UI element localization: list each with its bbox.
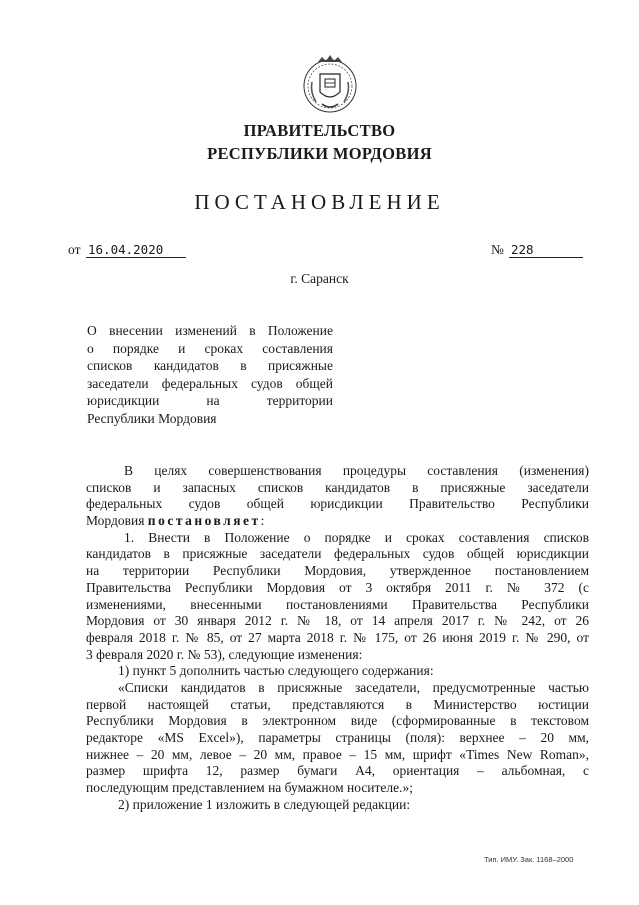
document-body [86, 463, 589, 813]
subject-line: о порядке и сроках составления [87, 340, 333, 356]
body-line: нижнее – 20 мм, левое – 20 мм, правое – 15 мм, шрифт «Times New Roman», [86, 746, 589, 762]
city-name: г. Саранск [290, 271, 349, 286]
body-line: февраля 2018 г. № 85, от 27 марта 2018 г. № 175, от 26 июня 2019 г. № 290, от [86, 629, 589, 645]
body-line: списков и запасных списков кандидатов в присяжные заседатели [86, 479, 589, 495]
body-line: В целях совершенствования процедуры составления (изменения) [124, 463, 589, 478]
body-line: 1. Внести в Положение о порядке и сроках составления списков [124, 529, 589, 545]
document-date: 16.04.2020 [86, 242, 186, 258]
subject-line: О внесении изменений в Положение [87, 323, 333, 338]
body-line: «Списки кандидатов в присяжные заседатели, предусмотренные частью [118, 679, 589, 695]
document-number: 228 [509, 242, 583, 258]
body-line: 1) пункт 5 дополнить частью следующего содержания: [118, 663, 434, 679]
body-text: : [260, 513, 265, 529]
body-line: изменениями, внесенными постановлениями Правительства Республики [86, 596, 589, 612]
body-line: федеральных судов общей юрисдикции Правительство Республики [86, 496, 589, 512]
body-line: Правительства Республики Мордовия от 3 октября 2011 г. № 372 (с [86, 579, 589, 595]
body-line: последующим представлением на бумажном носителе.»; [86, 780, 414, 796]
coat-of-arms-emblem [298, 52, 362, 116]
document-type-title: ПОСТАНОВЛЕНИЕ [194, 190, 445, 214]
org-name-line1: ПРАВИТЕЛЬСТВО [243, 121, 396, 140]
body-line: кандидатов в присяжные заседатели федеральных судов общей юрисдикции [86, 546, 589, 562]
body-line: первой настоящей статьи, представляются в Министерство юстиции [86, 696, 589, 712]
body-line: размер шрифта 12, размер бумаги А4, ориентация – альбомная, с [86, 763, 589, 779]
resolves-keyword: постановляет [147, 513, 261, 529]
document-subject [87, 322, 333, 427]
body-text: Мордовия [86, 513, 148, 529]
body-line: Республики Мордовия в электронном виде (сформированные в текстовом [86, 713, 589, 729]
body-line: 3 февраля 2020 г. № 53), следующие изменения: [86, 646, 363, 662]
subject-line: списков кандидатов в присяжные [87, 358, 333, 373]
body-line: редакторе «MS Excel»), параметры страницы (поля): верхнее – 20 мм, [86, 730, 589, 745]
subject-line: заседатели федеральных судов общей [87, 375, 333, 391]
body-line: Мордовия от 30 января 2012 г. № 18, от 14 апреля 2017 г. № 242, от 26 [86, 613, 589, 629]
org-name-line2: РЕСПУБЛИКИ МОРДОВИЯ [207, 144, 432, 163]
subject-line: юрисдикции на территории [87, 393, 333, 408]
print-note: Тип. ИМУ. Зак. 1168–2000 [484, 855, 574, 864]
body-line: на территории Республики Мордовия, утвержденное постановлением [86, 563, 589, 579]
body-line [86, 513, 589, 530]
subject-line: Республики Мордовия [87, 410, 217, 426]
date-prefix: от [68, 242, 81, 257]
body-line: 2) приложение 1 изложить в следующей редакции: [118, 796, 411, 812]
number-prefix: № [491, 242, 504, 257]
